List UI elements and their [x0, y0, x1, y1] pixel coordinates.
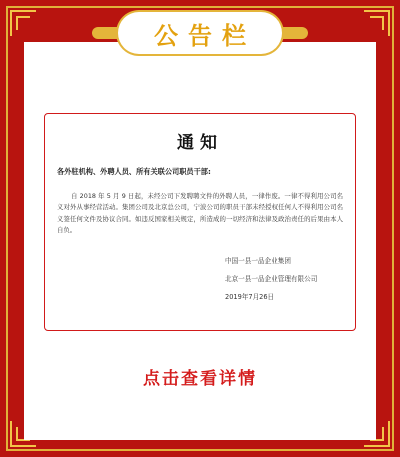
notice-salutation: 各外驻机构、外聘人员、所有关联公司职员干部:: [57, 167, 211, 176]
signature-company: 北京一县一品企业管理有限公司: [225, 275, 318, 283]
page-title: 公告栏: [154, 21, 256, 50]
view-details-link[interactable]: 点击查看详情: [143, 369, 257, 389]
signature-group: 中国一县一品企业集团: [225, 257, 291, 265]
header-banner: [118, 12, 282, 54]
corner-ornament-top-left: [10, 10, 44, 44]
signature-date: 2019年7月26日: [225, 293, 275, 301]
notice-card: [44, 113, 356, 331]
banner-wing-right: [282, 27, 308, 39]
notice-title: 通知: [177, 133, 223, 153]
banner-wing-left: [92, 27, 118, 39]
notice-body: 自 2018 年 5 月 9 日起，未经公司下发聘聘文件的外聘人员，一律作废。一律不得利用公司名义对外从事经营活动。集团公司及北京总公司，宁波公司的职员干部未经授权任何人不得利用公司名义签任何文件及协议合同。如违反国家相关规定，所造成的一切经济和法律及政治责任的后果由本人自负。: [57, 192, 343, 235]
corner-ornament-top-right: [356, 10, 390, 44]
